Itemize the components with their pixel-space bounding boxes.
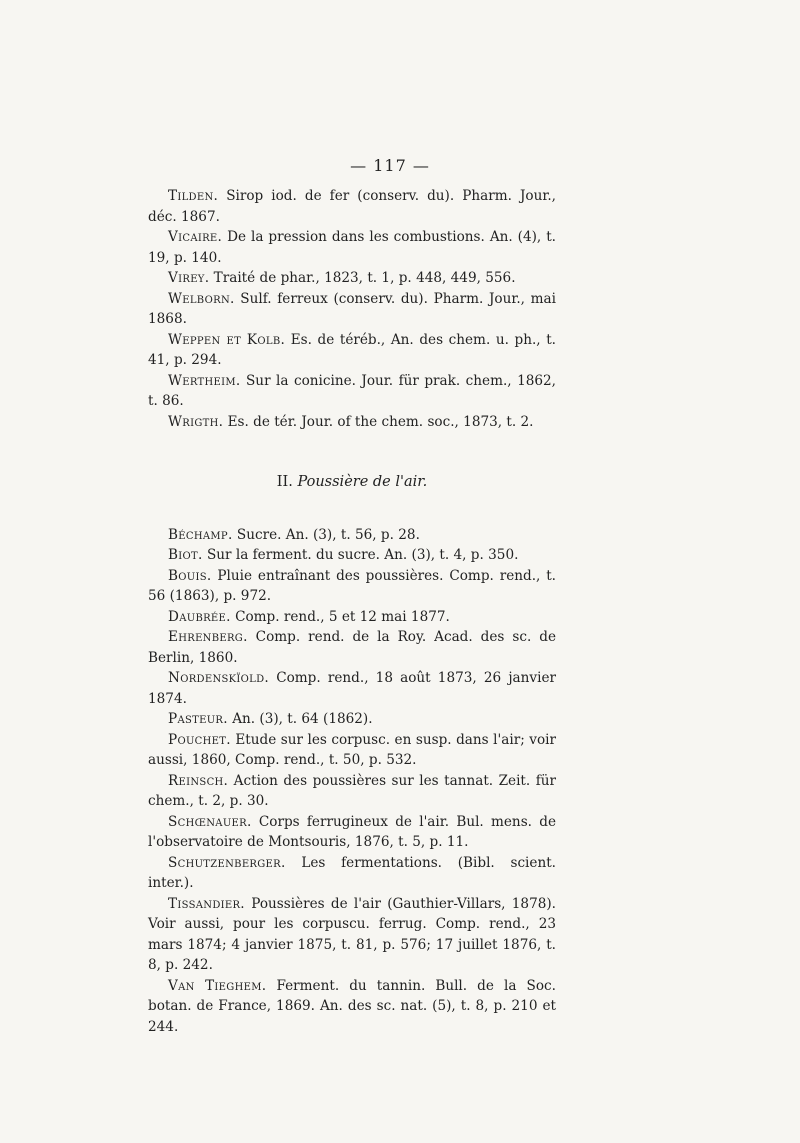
bibliography-entry — [148, 330, 556, 371]
entry-author: Van Tieghem. — [168, 977, 267, 994]
entry-author: Wertheim. — [168, 372, 241, 389]
entry-reference: Comp. rend., 5 et 12 mai 1877. — [230, 608, 450, 625]
entry-reference: Es. de tér. Jour. of the chem. soc., 1873, t. 2. — [223, 413, 534, 430]
entry-author: Reinsch. — [168, 772, 229, 789]
entry-reference: Comp. rend. de la Roy. Acad. des sc. de Berlin, 1860. — [148, 629, 556, 666]
entry-author: Ehrenberg. — [168, 629, 248, 645]
bibliography-entry — [148, 371, 556, 412]
entry-reference: An. (3), t. 64 (1862). — [227, 711, 373, 727]
section-number: II. — [276, 474, 293, 490]
section-title: Poussière de l'air. — [297, 474, 428, 490]
bibliography-entry — [148, 627, 556, 668]
bibliography-entry — [148, 668, 556, 709]
bibliography-entry — [148, 525, 556, 546]
entry-reference: Etude sur les corpusc. en susp. dans l'air; voir aussi, 1860, Comp. rend., t. 50, p. 532. — [148, 731, 556, 768]
page-number: — 117 — — [350, 156, 430, 175]
bibliography-entry — [148, 289, 556, 330]
entry-reference: Action des poussières sur les tannat. Zeit. für chem., t. 2, p. 30. — [148, 772, 556, 809]
entry-author: Welborn. — [168, 290, 235, 307]
entry-author: Schœnauer. — [168, 813, 252, 830]
bibliography-entry — [148, 566, 556, 607]
entry-reference: De la pression dans les combustions. An. (4), t. 19, p. 140. — [148, 229, 556, 266]
entry-author: Pasteur. — [168, 711, 228, 727]
entry-reference: Sirop iod. de fer (conserv. du). Pharm. Jour., déc. 1867. — [148, 188, 556, 225]
entry-author: Wrigth. — [168, 413, 224, 430]
entry-author: Schutzenberger. — [168, 854, 286, 871]
entry-author: Bouis. — [168, 567, 212, 584]
bibliography-entry — [148, 186, 556, 227]
entry-reference: Comp. rend., 18 août 1873, 26 janvier 1874. — [148, 670, 556, 707]
bibliography-entry — [148, 227, 556, 268]
entry-reference: Poussières de l'air (Gauthier-Villars, 1878). Voir aussi, pour les corpuscu. ferrug. Comp. rend., 23 mars 1874; 4 janvier 1875, t. 81, p. 576; 17 juillet 1876, t. 8, p. 242. — [148, 895, 556, 973]
entry-author: Béchamp. — [168, 526, 233, 543]
entry-reference: Sulf. ferreux (conserv. du). Pharm. Jour., mai 1868. — [148, 290, 556, 327]
entry-author: Daubrée. — [168, 608, 231, 625]
bibliography-entry — [148, 812, 556, 853]
entry-author: Weppen et Kolb. — [168, 331, 286, 348]
bibliography-entry — [148, 268, 556, 289]
bibliography-list-air-dust — [148, 525, 556, 1038]
entry-reference: Ferment. du tannin. Bull. de la Soc. botan. de France, 1869. An. des sc. nat. (5), t. 8, p. 210 et 244. — [148, 977, 556, 1035]
entry-author: Biot. — [168, 547, 203, 563]
entry-author: Nordenskïold. — [168, 670, 270, 686]
bibliography-entry — [148, 853, 556, 894]
entry-reference: Sucre. An. (3), t. 56, p. 28. — [232, 526, 420, 543]
entry-reference: Es. de téréb., An. des chem. u. ph., t. 41, p. 294. — [148, 331, 557, 368]
bibliography-entry — [148, 730, 556, 771]
entry-reference: Les fermentations. (Bibl. scient. inter.). — [148, 854, 556, 891]
entry-reference: Sur la conicine. Jour. für prak. chem., 1862, t. 86. — [148, 372, 556, 409]
entry-author: Pouchet. — [168, 731, 231, 748]
bibliography-entry — [148, 771, 556, 812]
entry-reference: Corps ferrugineux de l'air. Bul. mens. de l'observatoire de Montsouris, 1876, t. 5, p. 11. — [148, 813, 556, 850]
entry-author: Tilden. — [168, 188, 219, 204]
entry-author: Virey. — [168, 270, 210, 286]
bibliography-entry — [148, 894, 556, 976]
entry-author: Tissandier. — [168, 895, 245, 912]
bibliography-entry — [148, 545, 556, 566]
bibliography-entry — [148, 976, 556, 1038]
entry-author: Vicaire. — [168, 229, 223, 245]
bibliography-entry — [148, 709, 556, 730]
bibliography-entry — [148, 412, 556, 433]
entry-reference: Pluie entraînant des poussières. Comp. rend., t. 56 (1863), p. 972. — [148, 567, 556, 604]
bibliography-list-chemistry — [148, 186, 556, 432]
entry-reference: Sur la ferment. du sucre. An. (3), t. 4, p. 350. — [202, 547, 519, 563]
entry-reference: Traité de phar., 1823, t. 1, p. 448, 449, 556. — [209, 270, 516, 286]
bibliography — [148, 186, 556, 1037]
section-heading — [148, 472, 556, 493]
bibliography-entry — [148, 607, 556, 628]
